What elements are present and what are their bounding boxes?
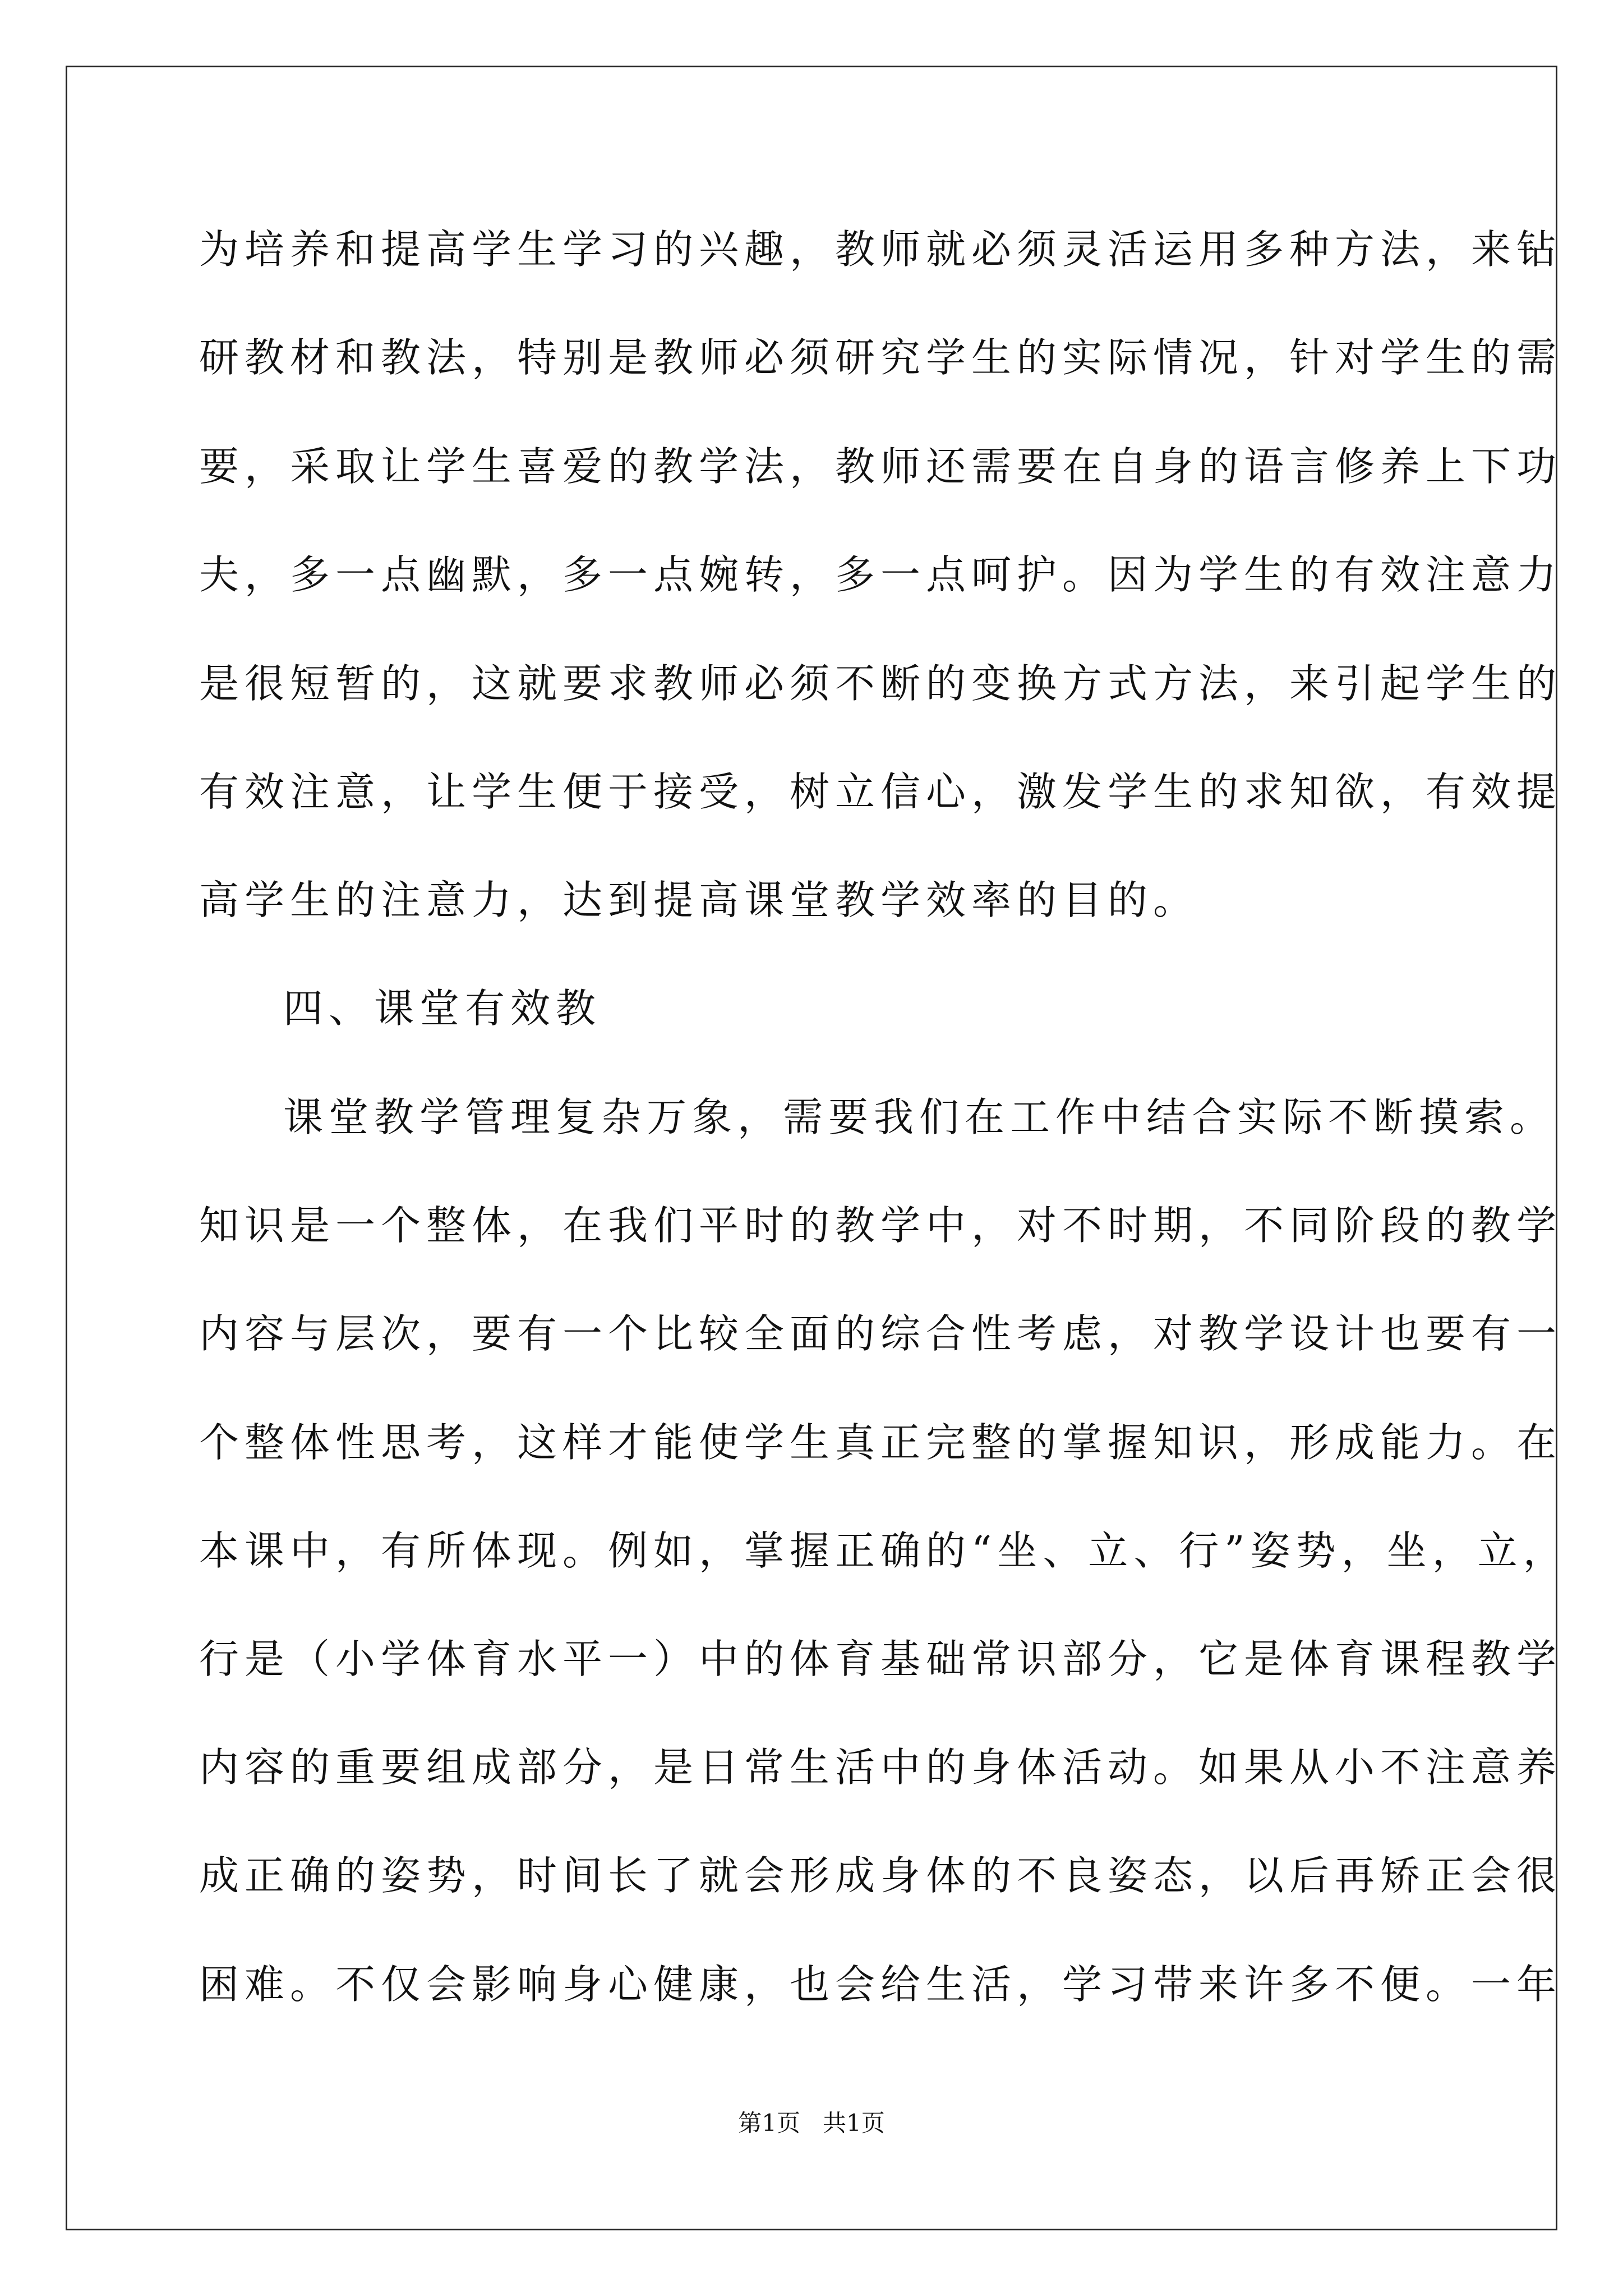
text-line: 是很短暂的，这就要求教师必须不断的变换方式方法，来引起学生的 — [199, 660, 1562, 707]
text-line: 成正确的姿势，时间长了就会形成身体的不良姿态，以后再矫正会很 — [199, 1852, 1562, 1899]
text-line: 高学生的注意力，达到提高课堂教学效率的目的。 — [199, 877, 1199, 923]
text-line: 知识是一个整体，在我们平时的教学中，对不时期，不同阶段的教学 — [199, 1202, 1562, 1249]
page-border — [66, 66, 1569, 2230]
section-heading: 四、课堂有效教 — [283, 985, 602, 1032]
text-line: 研教材和教法，特别是教师必须研究学生的实际情况，针对学生的需 — [199, 334, 1562, 381]
text-line: 内容的重要组成部分，是日常生活中的身体活动。如果从小不注意养 — [199, 1744, 1562, 1791]
text-line: 困难。不仅会影响身心健康，也会给生活，学习带来许多不便。一年 — [199, 1961, 1562, 2008]
page-number-footer: 第1页 共1页 — [738, 2109, 885, 2137]
text-line: 有效注意，让学生便于接受，树立信心，激发学生的求知欲，有效提 — [199, 769, 1562, 815]
text-line: 为培养和提高学生学习的兴趣，教师就必须灵活运用多种方法，来钻 — [199, 226, 1562, 273]
text-line: 行是（小学体育水平一）中的体育基础常识部分，它是体育课程教学 — [199, 1636, 1562, 1682]
text-line: 夫，多一点幽默，多一点婉转，多一点呵护。因为学生的有效注意力 — [199, 551, 1562, 598]
paragraph-first-line: 课堂教学管理复杂万象，需要我们在工作中结合实际不断摸索。 — [283, 1094, 1556, 1140]
text-line: 内容与层次，要有一个比较全面的综合性考虑，对教学设计也要有一 — [199, 1310, 1562, 1357]
text-line: 要，采取让学生喜爱的教学法，教师还需要在自身的语言修养上下功 — [199, 443, 1562, 490]
text-line: 本课中，有所体现。例如，掌握正确的“坐、立、行”姿势，坐，立， — [199, 1527, 1569, 1574]
text-line: 个整体性思考，这样才能使学生真正完整的掌握知识，形成能力。在 — [199, 1419, 1562, 1466]
